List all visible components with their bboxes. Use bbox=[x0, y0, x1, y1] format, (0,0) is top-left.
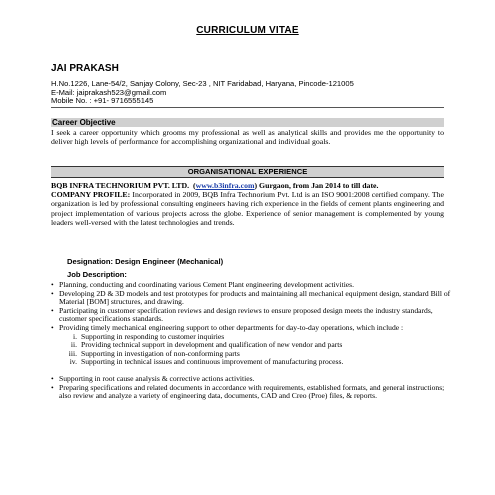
job-description-label: Job Description: bbox=[67, 270, 127, 279]
list-item: • Planning, conducting and coordinating various Cement Plant engineering development activities. bbox=[51, 280, 355, 289]
company-block bbox=[51, 181, 444, 227]
sub-list-item: iv. Supporting in technical issues and continuous improvement of manufacturing process. bbox=[69, 357, 344, 367]
company-profile-label: COMPANY PROFILE: bbox=[51, 190, 131, 200]
experience-heading: ORGANISATIONAL EXPERIENCE bbox=[51, 166, 444, 178]
company-website-link[interactable]: www.b3infra.com bbox=[195, 181, 255, 190]
email-line: E-Mail: jaiprakash523@gmail.com bbox=[51, 87, 167, 97]
website-open: ( bbox=[192, 181, 196, 190]
company-suffix: ) Gurgaon, from Jan 2014 to till date. bbox=[254, 181, 379, 190]
list-item: • Preparing specifications and related documents in accordance with requirements, established formats, and general instructions; also review and analyze a variety of engineering data, documents, CAD and Creo (Proe) files, & reports. bbox=[51, 382, 445, 401]
list-item: • Participating in customer specification reviews and design reviews to ensure proposed design meets the industry standards, customer specifications standards. bbox=[51, 305, 433, 324]
bullet-icon: • bbox=[51, 322, 54, 332]
header-divider bbox=[51, 107, 444, 108]
bullet-icon: • bbox=[51, 305, 54, 315]
sub-list-item: iii. Supporting in investigation of non-conforming parts bbox=[68, 348, 240, 358]
company-profile-text: Incorporated in 2009, BQB Infra Technorium Pvt. Ltd is an ISO 9001:2008 certified company. The organization is led by professional consulting engineers having rich experience in the fields of cement plants engineering and project implementation of various projects across the globe. Experience of senior management is complemented by young leaders well-versed with the latest technologies and trends. bbox=[51, 190, 444, 227]
designation: Designation: Design Engineer (Mechanical) bbox=[67, 257, 224, 266]
duties-list bbox=[51, 281, 451, 401]
bullet-icon: • bbox=[51, 382, 54, 392]
page-title: CURRICULUM VITAE bbox=[196, 25, 299, 36]
contact-block bbox=[51, 80, 451, 106]
mobile-line: Mobile No. : +91- 9716555145 bbox=[51, 96, 154, 105]
bullet-icon: • bbox=[51, 373, 54, 383]
candidate-name: JAI PRAKASH bbox=[51, 63, 119, 74]
company-name: BQB INFRA TECHNORIUM PVT. LTD. bbox=[51, 181, 190, 190]
list-item: • Developing 2D & 3D models and test prototypes for products and maintaining all mechanical equipment design, standard Bill of Material [BOM] structures, and drawing. bbox=[51, 288, 451, 307]
address-line: H.No.1226, Lane-54/2, Sanjay Colony, Sec-23 , NIT Faridabad, Haryana, Pincode-121005 bbox=[51, 79, 354, 88]
sub-list-item: i. Supporting in responding to customer inquiries bbox=[72, 331, 225, 341]
bullet-icon: • bbox=[51, 280, 54, 289]
sub-list-item: ii. Providing technical support in development and qualification of new vendor and parts bbox=[70, 340, 343, 350]
objective-text: I seek a career opportunity which grooms my professional as well as analytical skills and provides me the opportunity to deliver high levels of performance for accomplishing organizational and individual goals. bbox=[51, 128, 444, 147]
list-item: • Supporting in root cause analysis & corrective actions activities. bbox=[51, 373, 255, 383]
list-item: • Providing timely mechanical engineering support to other departments for day-to-day operations, which include : bbox=[51, 322, 404, 332]
bullet-icon: • bbox=[51, 288, 54, 298]
objective-heading: Career Objective bbox=[51, 118, 444, 127]
